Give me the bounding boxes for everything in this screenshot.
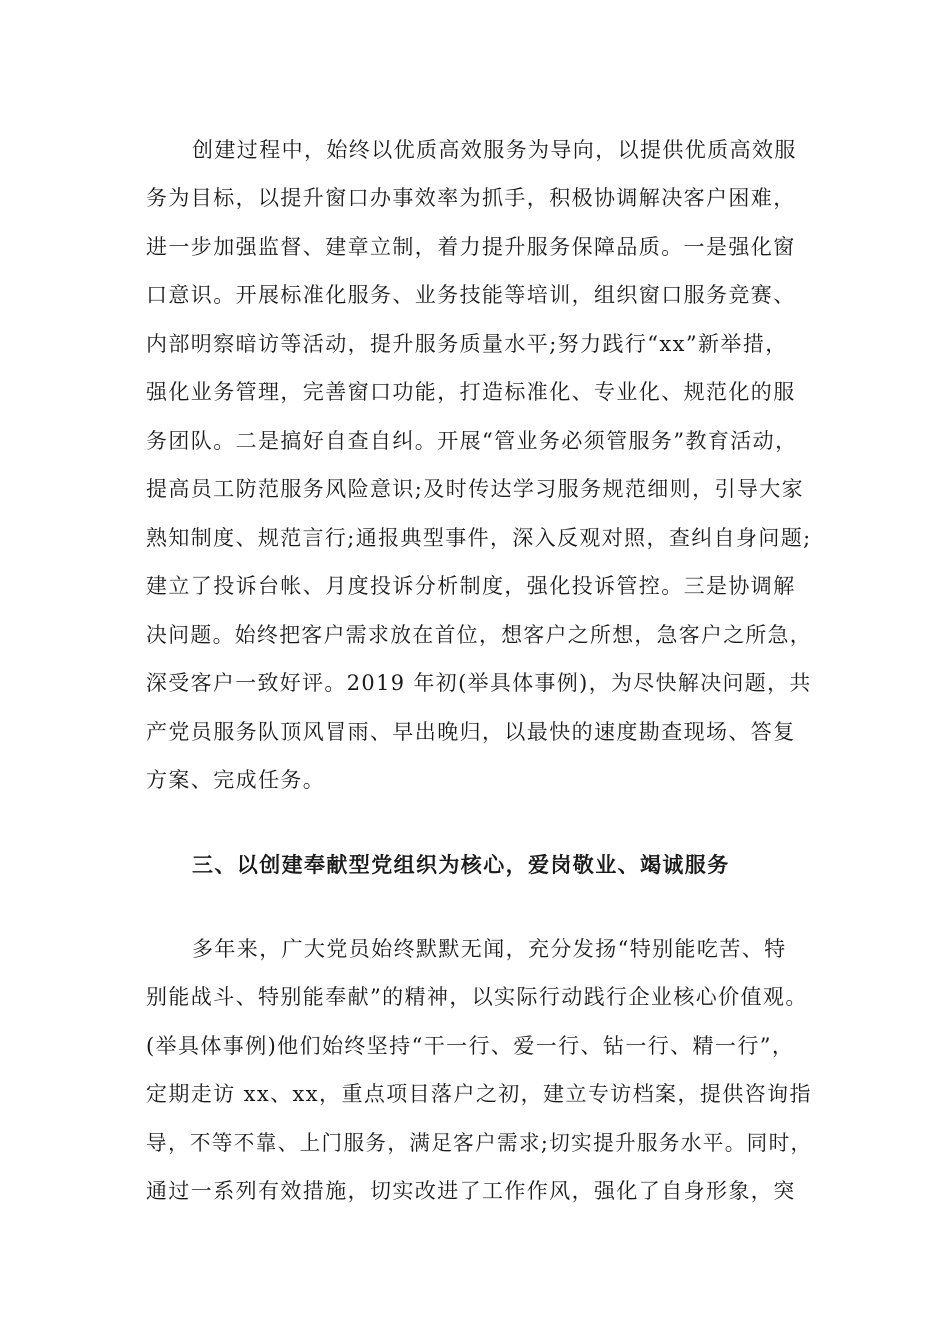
paragraph-line: 产党员服务队顶风冒雨、早出晚归，以最快的速度勘查现场、答复 bbox=[146, 720, 796, 744]
paragraph-line: 强化业务管理，完善窗口功能，打造标准化、专业化、规范化的服 bbox=[146, 380, 796, 404]
paragraph-line: 导，不等不靠、上门服务，满足客户需求;切实提升服务水平。同时， bbox=[146, 1131, 813, 1155]
paragraph-line: 通过一系列有效措施，切实改进了工作作风，强化了自身形象，突 bbox=[146, 1179, 796, 1203]
paragraph-line: 务为目标，以提升窗口办事效率为抓手，积极协调解决客户困难， bbox=[146, 186, 796, 210]
paragraph-line: 务团队。二是搞好自查自纠。开展“管业务必须管服务”教育活动， bbox=[146, 429, 798, 453]
paragraph-line: 进一步加强监督、建章立制，着力提升服务保障品质。一是强化窗 bbox=[146, 235, 796, 259]
paragraph-line: 内部明察暗访等活动，提升服务质量水平;努力践行“xx”新举措， bbox=[146, 332, 788, 356]
paragraph-line: 定期走访 xx、xx，重点项目落户之初，建立专访档案，提供咨询指 bbox=[146, 1082, 812, 1106]
paragraph-line: 别能战斗、特别能奉献”的精神，以实际行动践行企业核心价值观。 bbox=[146, 985, 808, 1009]
paragraph-line: 多年来，广大党员始终默默无闻，充分发扬“特别能吃苦、特 bbox=[192, 937, 787, 961]
paragraph-line: 创建过程中，始终以优质高效服务为导向，以提供优质高效服 bbox=[192, 138, 797, 162]
paragraph-line: 熟知制度、规范言行;通报典型事件，深入反观对照，查纠自身问题; bbox=[146, 526, 812, 550]
paragraph-line: 深受客户一致好评。2019 年初(举具体事例)，为尽快解决问题，共 bbox=[146, 671, 812, 695]
paragraph-line: 方案、完成任务。 bbox=[146, 768, 326, 792]
paragraph-line: 口意识。开展标准化服务、业务技能等培训，组织窗口服务竞赛、 bbox=[146, 283, 796, 307]
paragraph-line: (举具体事例)他们始终坚持“干一行、爱一行、钻一行、精一行”， bbox=[146, 1034, 795, 1058]
paragraph-line: 决问题。始终把客户需求放在首位，想客户之所想，急客户之所急， bbox=[146, 623, 812, 647]
paragraph-line: 提高员工防范服务风险意识;及时传达学习服务规范细则，引导大家 bbox=[146, 477, 805, 501]
paragraph-line: 建立了投诉台帐、月度投诉分析制度，强化投诉管控。三是协调解 bbox=[146, 574, 796, 598]
section-heading: 三、以创建奉献型党组织为核心，爱岗敬业、竭诚服务 bbox=[192, 852, 730, 877]
